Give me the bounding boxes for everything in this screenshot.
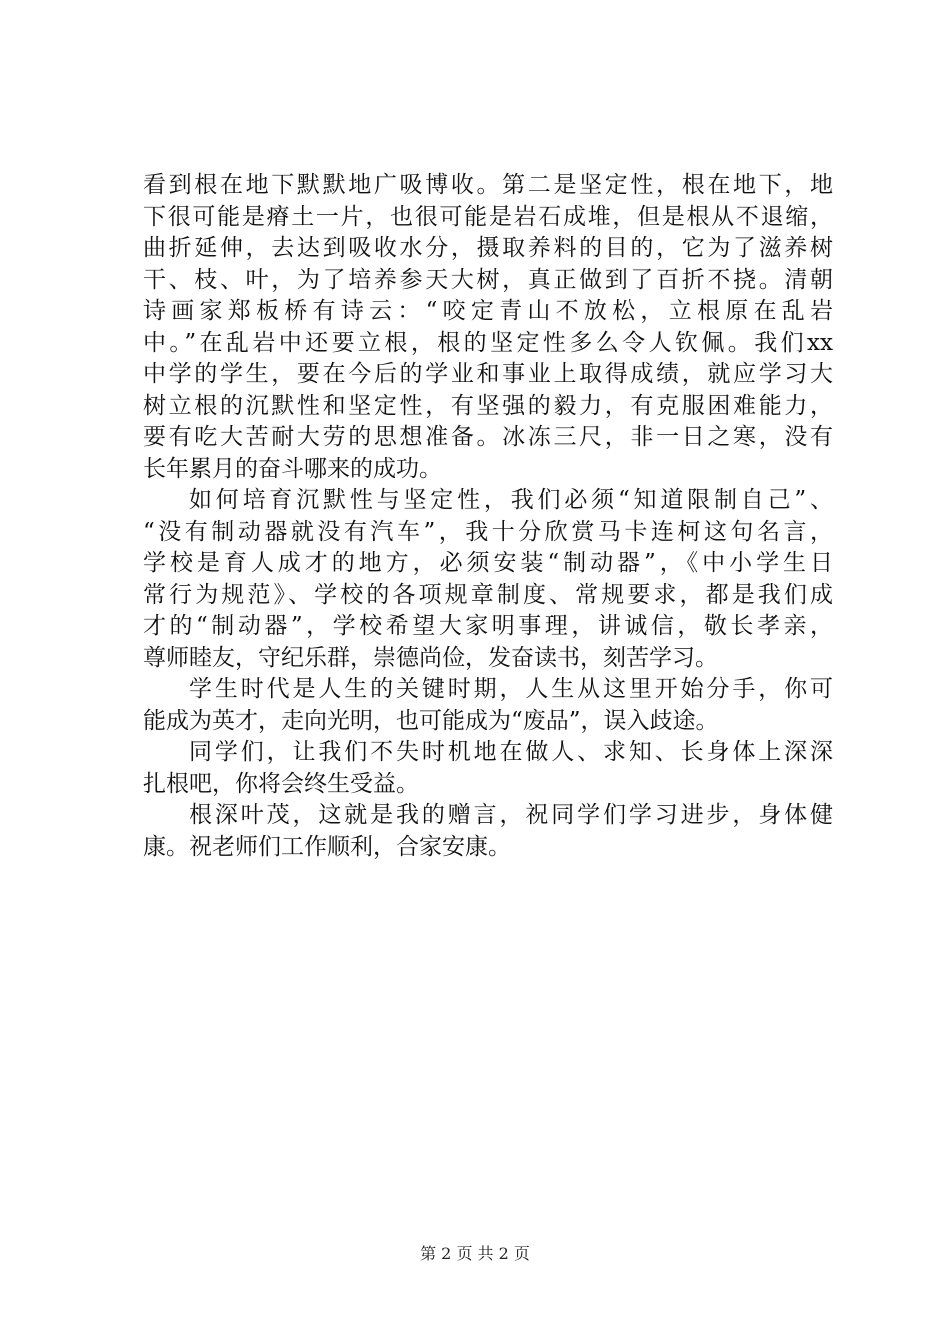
text-line: 中学的学生，要在今后的学业和事业上取得成绩，就应学习大 [143, 361, 833, 387]
text-line: 才的“制动器”，学校希望大家明事理，讲诚信，敬长孝亲， [143, 613, 833, 639]
text-line: 能成为英才，走向光明，也可能成为“废品”，误入歧途。 [143, 707, 719, 734]
text-line: 常行为规范》、学校的各项规章制度、常规要求，都是我们成 [143, 581, 833, 608]
text-line: 学校是育人成才的地方，必须安装“制动器”，《中小学生日 [143, 550, 833, 576]
text-line: 扎根吧，你将会终生受益。 [143, 770, 419, 797]
text-line: 干、枝、叶，为了培养参天大树，真正做到了百折不挠。清朝 [143, 266, 833, 293]
text-line: 康。祝老师们工作顺利，合家安康。 [143, 833, 511, 860]
text-line: 尊师睦友，守纪乐群，崇德尚俭，发奋读书，刻苦学习。 [143, 644, 718, 671]
paragraph-start-line: 学生时代是人生的关键时期，人生从这里开始分手，你可 [189, 676, 833, 702]
paragraph-start-line: 如何培育沉默性与坚定性，我们必须“知道限制自己”、 [189, 487, 833, 513]
text-line: 下很可能是瘠土一片，也很可能是岩石成堆，但是根从不退缩， [143, 203, 833, 230]
page-number-footer: 第 2 页 共 2 页 [420, 1244, 530, 1263]
document-body [143, 170, 833, 863]
text-line: 长年累月的奋斗哪来的成功。 [143, 455, 442, 482]
text-line: 中。”在乱岩中还要立根，根的坚定性多么令人钦佩。我们xx [143, 329, 833, 356]
text-line: “没有制动器就没有汽车”，我十分欣赏马卡连柯这句名言， [143, 518, 833, 545]
text-line: 看到根在地下默默地广吸博收。第二是坚定性，根在地下，地 [143, 172, 833, 198]
text-line: 要有吃大苦耐大劳的思想准备。冰冻三尺，非一日之寒，没有 [143, 424, 833, 450]
text-line: 诗画家郑板桥有诗云：“咬定青山不放松，立根原在乱岩 [143, 298, 833, 324]
paragraph-start-line: 同学们，让我们不失时机地在做人、求知、长身体上深深 [189, 739, 833, 765]
paragraph-start-line: 根深叶茂，这就是我的赠言，祝同学们学习进步，身体健 [189, 802, 833, 828]
text-line: 曲折延伸，去达到吸收水分，摄取养料的目的，它为了滋养树 [143, 235, 833, 261]
text-line: 树立根的沉默性和坚定性，有坚强的毅力，有克服困难能力， [143, 392, 833, 419]
